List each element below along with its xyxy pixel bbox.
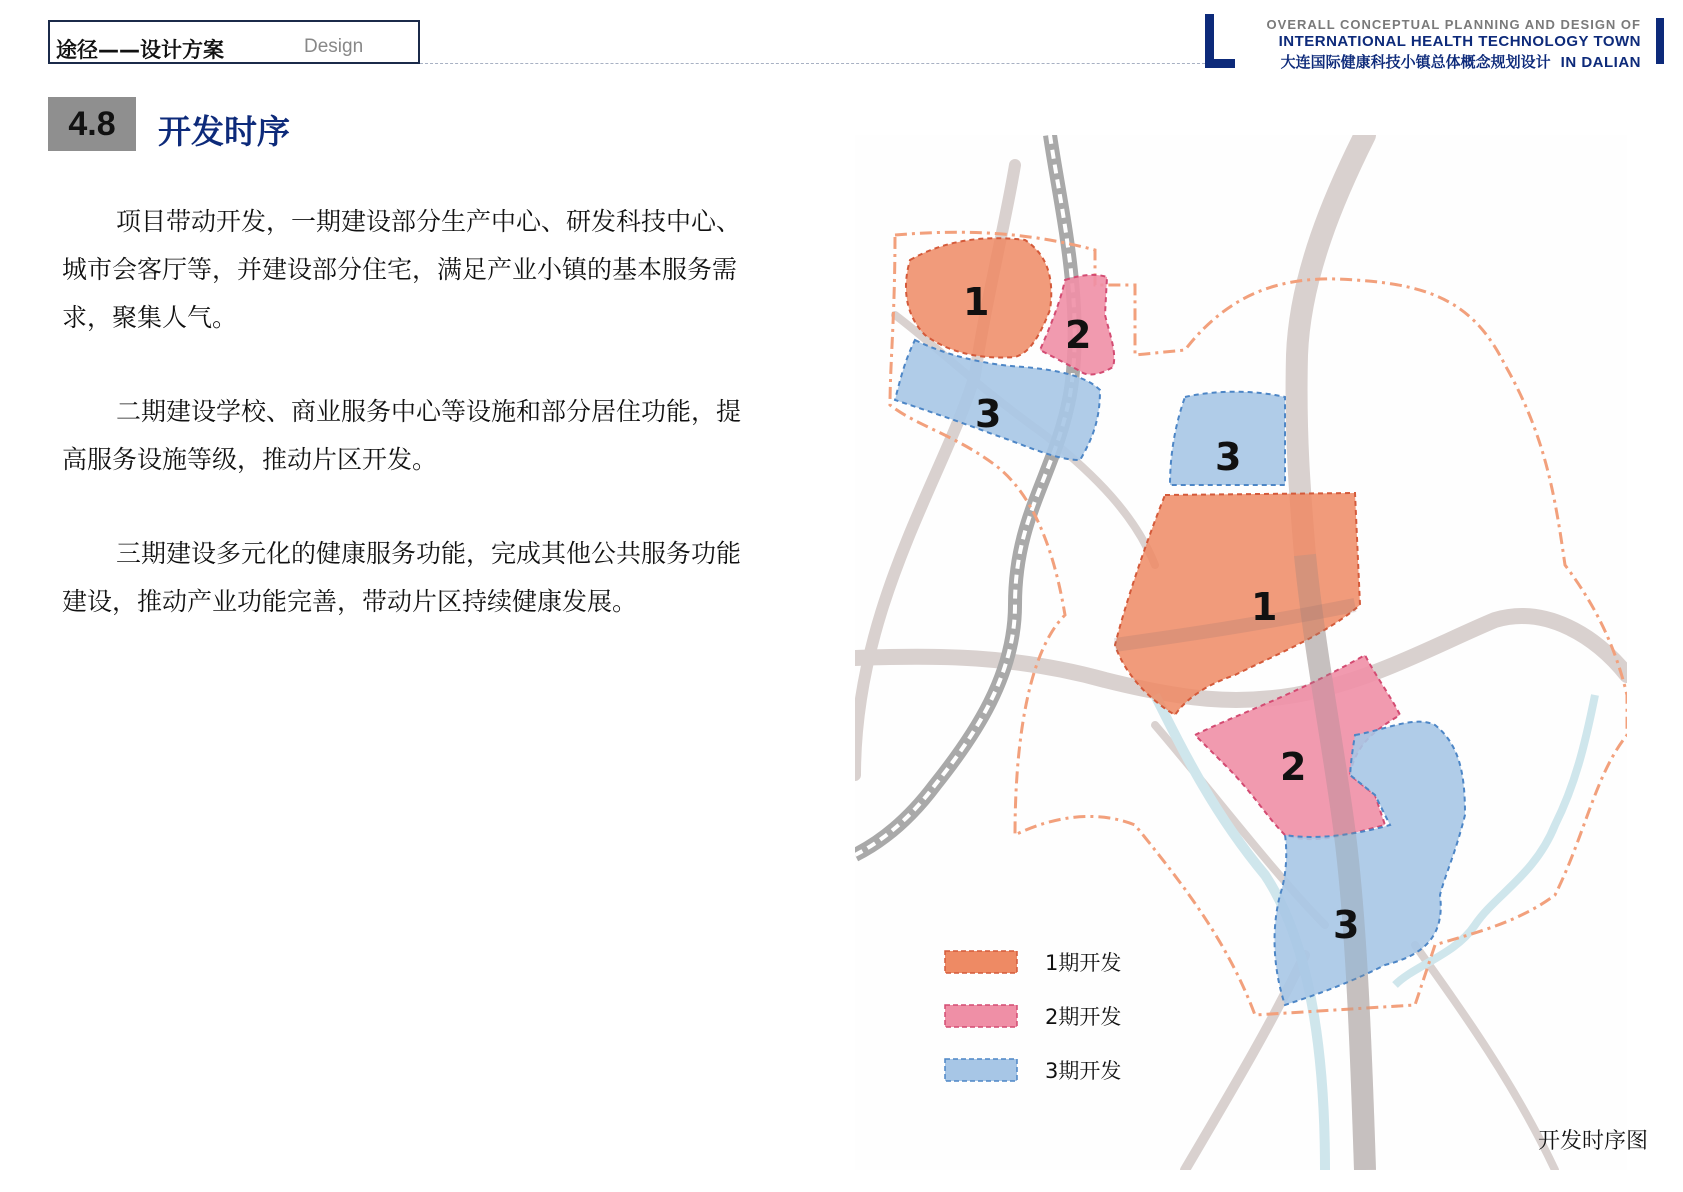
- brand-title: [1267, 17, 1641, 72]
- brand-line-1: OVERALL CONCEPTUAL PLANNING AND DESIGN OF: [1266, 17, 1641, 32]
- zone-label-1-nw: 1: [963, 280, 990, 324]
- zone-label-3-center: 3: [1215, 435, 1242, 479]
- zone-label-2-n: 2: [1065, 313, 1092, 357]
- development-phasing-map: [855, 135, 1627, 1170]
- legend-swatch-phase3: [945, 1059, 1017, 1081]
- section-tag: [48, 20, 420, 64]
- legend-label-phase1: 1期开发: [1045, 951, 1122, 975]
- paragraph-phase-1: 项目带动开发，一期建设部分生产中心、研发科技中心、城市会客厅等，并建设部分住宅，满足产业小镇的基本服务需求，聚集人气。: [62, 207, 742, 332]
- zone-label-1-center: 1: [1251, 585, 1278, 629]
- map-caption: 开发时序图: [1538, 1129, 1649, 1154]
- body-text: [62, 198, 742, 672]
- zone-label-3-w: 3: [975, 392, 1002, 436]
- paragraph-phase-2: 二期建设学校、商业服务中心等设施和部分居住功能，提高服务设施等级，推动片区开发。: [62, 397, 742, 474]
- brand-line-3-cn: 大连国际健康科技小镇总体概念规划设计: [1280, 54, 1551, 71]
- zone-label-2-south: 2: [1280, 745, 1307, 789]
- zone-label-3-south: 3: [1333, 903, 1360, 947]
- section-title: 开发时序: [158, 112, 290, 151]
- section-tag-cn: 途径——设计方案: [56, 38, 224, 62]
- paragraph-phase-3: 三期建设多元化的健康服务功能，完成其他公共服务功能建设，推动产业功能完善，带动片区持续健康发展。: [62, 539, 742, 616]
- section-tag-en: Design: [304, 36, 364, 57]
- section-number: 4.8: [48, 97, 136, 151]
- legend-label-phase2: 2期开发: [1045, 1005, 1122, 1029]
- map-canvas: [855, 135, 1627, 1170]
- legend-swatch-phase1: [945, 951, 1017, 973]
- brand-line-2: INTERNATIONAL HEALTH TECHNOLOGY TOWN: [1278, 33, 1641, 50]
- legend-label-phase3: 3期开发: [1045, 1059, 1122, 1083]
- brand-side-bar: [1656, 18, 1664, 64]
- brand-line-3: [1267, 51, 1641, 72]
- legend-swatch-phase2: [945, 1005, 1017, 1027]
- brand-l-logo: [1205, 14, 1235, 68]
- header-divider: [420, 63, 1210, 64]
- brand-line-3-en: IN DALIAN: [1560, 54, 1641, 71]
